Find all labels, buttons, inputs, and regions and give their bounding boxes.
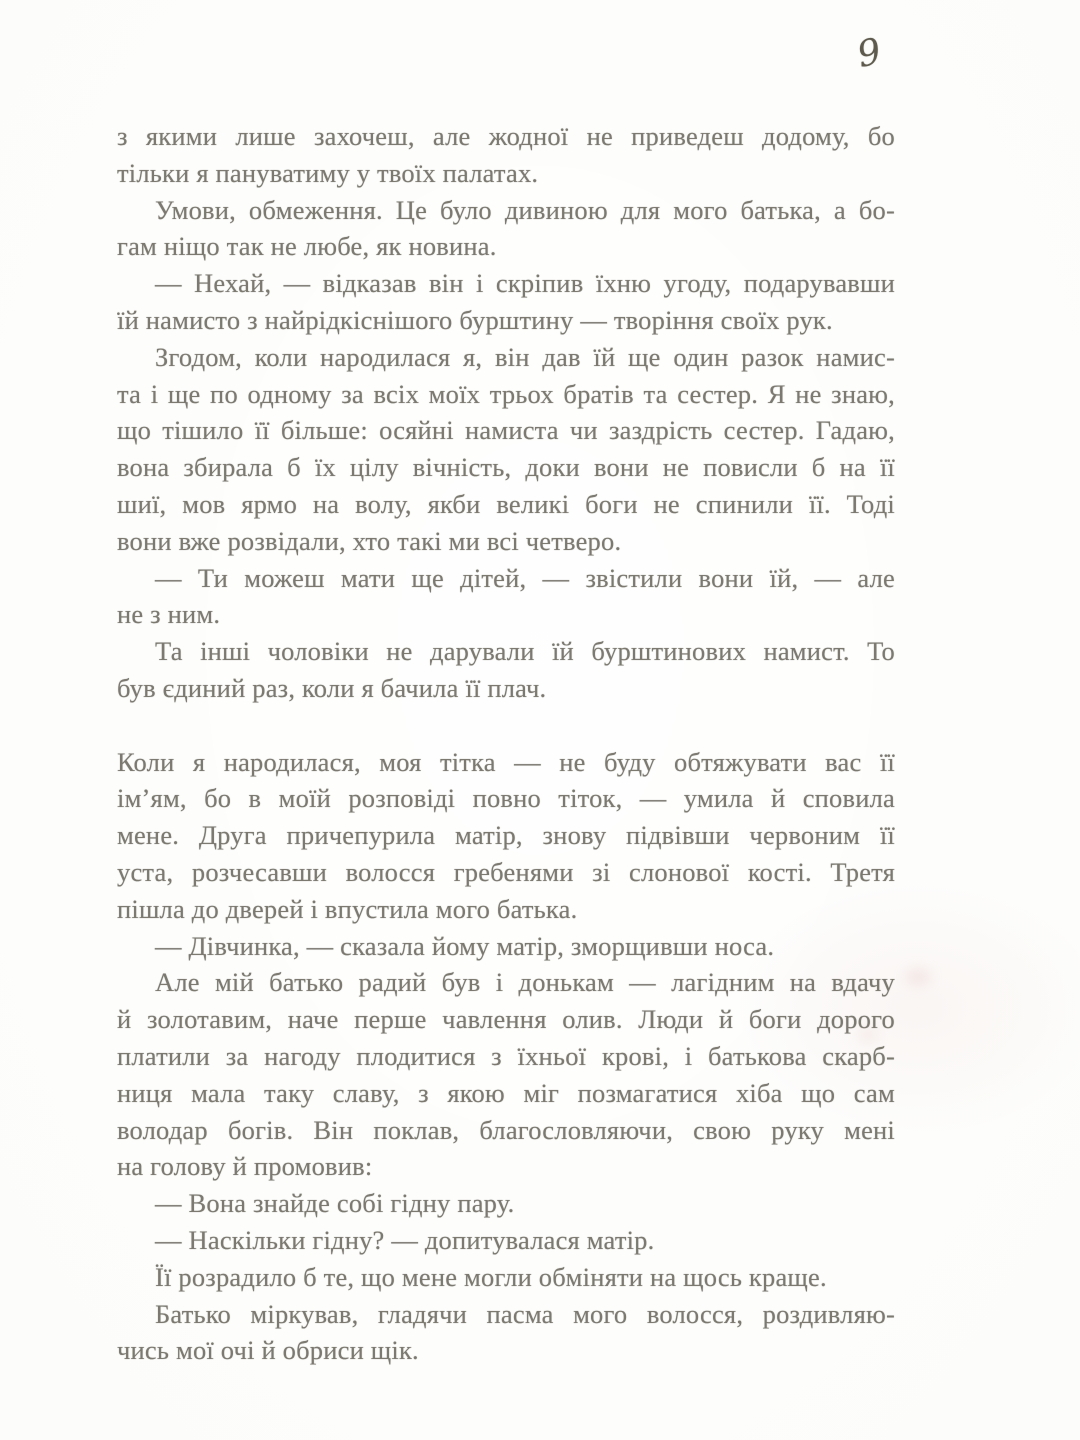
text-line: Коли я народилася, моя тітка — не буду обтяжувати вас її	[117, 746, 895, 777]
text-line: тільки я пануватиму у твоїх палатах.	[117, 157, 539, 188]
text-line: Але мій батько радий був і донькам — лагідним на вдачу	[155, 967, 895, 998]
text-line: ниця мала таку славу, з якою міг позмагатися хіба що сам	[117, 1077, 895, 1108]
text-line: та і ще по одному за всіх моїх трьох братів та сестер. Я не знаю,	[117, 378, 895, 409]
text-line: й золотавим, наче перше чавлення олив. Люди й боги дорого	[117, 1004, 895, 1035]
section-break	[117, 707, 895, 744]
text-line: вони вже розвідали, хто такі ми всі четверо.	[117, 525, 622, 556]
text-line: шиї, мов ярмо на волу, якби великі боги не спинили її. Тоді	[117, 488, 895, 519]
text-line: ім’ям, бо в моїй розповіді повно тіток, — умила й сповила	[117, 783, 895, 814]
text-line: чись мої очі й обриси щік.	[117, 1335, 419, 1366]
text-line: мене. Друга причепурила матір, знову підвівши червоним її	[117, 820, 895, 851]
scan-smudge	[905, 968, 931, 986]
text-line: Батько міркував, гладячи пасма мого волосся, роздивляю-	[155, 1298, 895, 1329]
text-line: на голову й промовив:	[117, 1151, 373, 1182]
text-line: — Дівчинка, — сказала йому матір, зморщивши носа.	[155, 930, 775, 961]
text-line: їй намисто з найрідкіснішого бурштину — творіння своїх рук.	[117, 304, 833, 335]
page-text-block	[117, 118, 895, 1369]
text-line: з якими лише захочеш, але жодної не приведеш додому, бо	[117, 121, 895, 151]
text-line: пішла до дверей і впустила мого батька.	[117, 893, 578, 924]
text-line: Умови, обмеження. Це було дивиною для мого батька, а бо-	[155, 194, 895, 225]
text-line: Згодом, коли народилася я, він дав їй ще один разок намис-	[155, 341, 895, 372]
text-line: володар богів. Він поклав, благословляючи, свою руку мені	[117, 1114, 895, 1145]
text-line: — Вона знайде собі гідну пару.	[155, 1188, 515, 1219]
text-line: не з ним.	[117, 599, 221, 630]
text-line: Та інші чоловіки не дарували їй бурштинових намист. То	[155, 636, 895, 667]
text-line: гам ніщо так не любе, як новина.	[117, 231, 497, 262]
text-line: — Ти можеш мати ще дітей, — звістили вони їй, — але	[155, 562, 895, 593]
text-line: уста, розчесавши волосся гребенями зі слонової кості. Третя	[117, 856, 895, 887]
page-number: 9	[853, 31, 885, 76]
text-line: — Нехай, — відказав він і скріпив їхню угоду, подарувавши	[155, 268, 895, 299]
text-line: платили за нагоду плодитися з їхньої крові, і батькова скарб-	[117, 1040, 895, 1071]
text-line: — Наскільки гідну? — допитувалася матір.	[155, 1224, 655, 1255]
text-line: Її розрадило б те, що мене могли обміняти на щось краще.	[155, 1261, 827, 1292]
text-line: що тішило її більше: осяйні намиста чи заздрість сестер. Гадаю,	[117, 415, 895, 446]
text-line: вона збирала б їх цілу вічність, доки вони не повисли б на її	[117, 452, 895, 483]
text-line: був єдиний раз, коли я бачила її плач.	[117, 672, 547, 703]
